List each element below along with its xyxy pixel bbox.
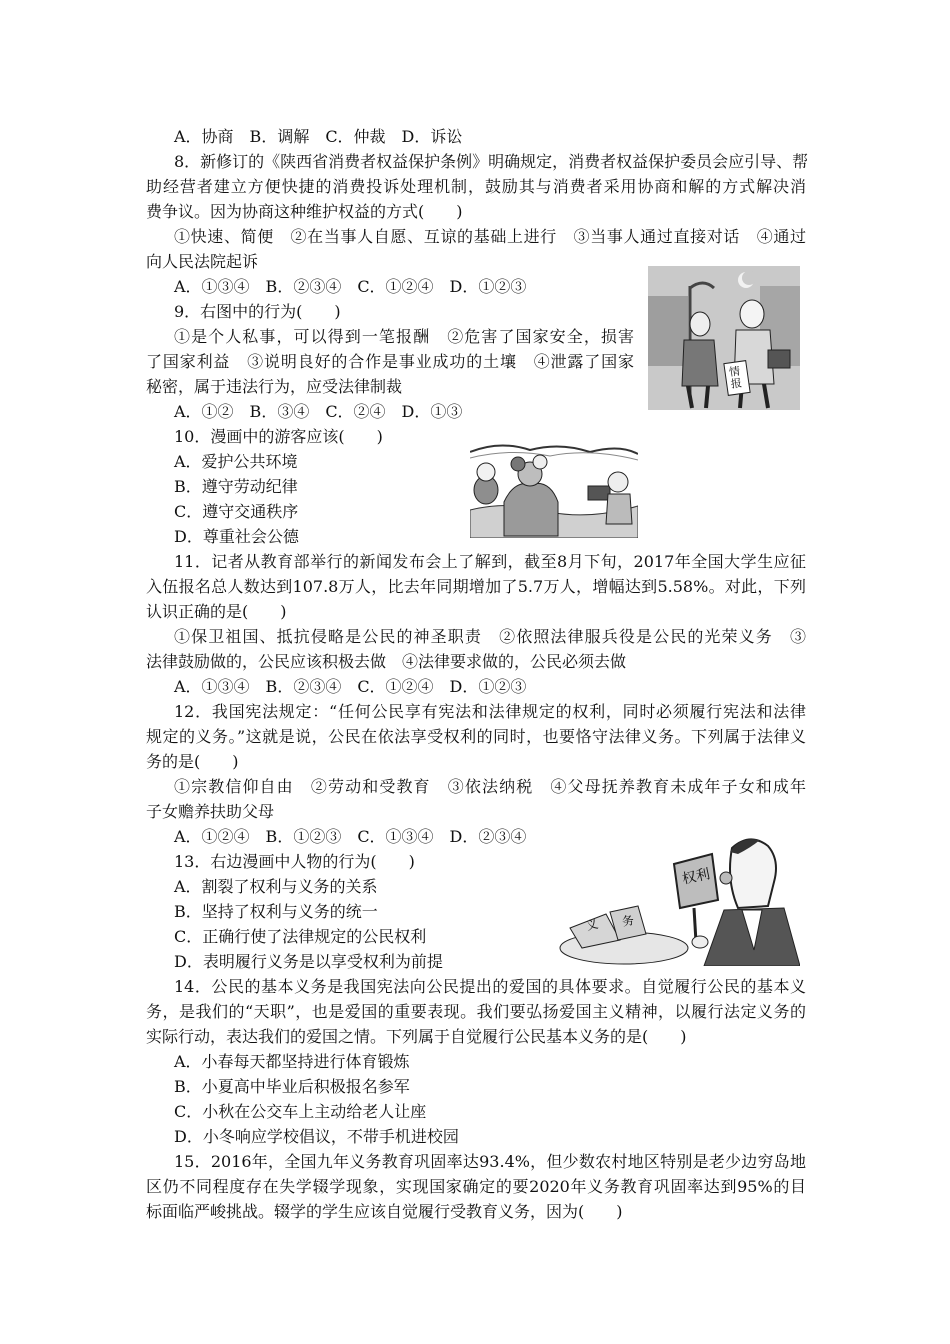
q11-stem-line-1: 11．记者从教育部举行的新闻发布会上了解到，截至8月下旬，2017年全国大学生应征 <box>174 552 806 571</box>
q11-stem-line-3: 认识正确的是( ) <box>146 602 287 621</box>
rights-label: 权利 <box>680 866 712 888</box>
q10-option-a: A．爱护公共环境 <box>174 452 298 471</box>
q9-stem: 9．右图中的行为( ) <box>174 302 341 321</box>
tourist-cartoon-image <box>470 440 638 538</box>
q9-statements-line-3: 秘密，属于违法行为，应受法律制裁 <box>146 377 403 396</box>
q8-statements-line-2: 向人民法院起诉 <box>146 252 259 271</box>
q8-options: A．①③④ B．②③④ C．①②④ D．①②③ <box>174 277 527 296</box>
q14-stem-line-1: 14．公民的基本义务是我国宪法向公民提出的爱国的具体要求。自觉履行公民的基本义 <box>174 977 806 996</box>
q11-statements-line-2: 法律鼓励做的，公民应该积极去做 ④法律要求做的，公民必须去做 <box>146 652 627 671</box>
q13-option-c: C．正确行使了法律规定的公民权利 <box>174 927 427 946</box>
q14-stem-line-2: 务，是我们的“天职”，也是爱国的重要表现。我们要弘扬爱国主义精神，以履行法定义务的 <box>146 1002 806 1021</box>
intelligence-sign: 情报 <box>728 364 743 391</box>
q13-option-a: A．割裂了权利与义务的关系 <box>174 877 378 896</box>
q13-option-b: B．坚持了权利与义务的统一 <box>174 902 378 921</box>
q9-statements-line-2: 了国家利益 ③说明良好的合作是事业成功的土壤 ④泄露了国家 <box>146 352 634 371</box>
q14-stem-line-3: 实际行动，表达我们的爱国之情。下列属于自觉履行公民基本义务的是( ) <box>146 1027 687 1046</box>
q12-options: A．①②④ B．①②③ C．①③④ D．②③④ <box>174 827 527 846</box>
q14-option-a: A．小春每天都坚持进行体育锻炼 <box>174 1052 410 1071</box>
q12-stem-line-2: 规定的义务。”这就是说，公民在依法享受权利的同时，也要恪守法律义务。下列属于法律义 <box>146 727 806 746</box>
q14-option-b: B．小夏高中毕业后积极报名参军 <box>174 1077 410 1096</box>
rights-duties-cartoon-image <box>554 830 800 966</box>
q9-statements-line-1: ①是个人私事，可以得到一笔报酬 ②危害了国家安全，损害 <box>174 327 634 346</box>
q8-stem-line-3: 费争议。因为协商这种维护权益的方式( ) <box>146 202 463 221</box>
q10-option-d: D．尊重社会公德 <box>174 527 299 546</box>
q14-option-c: C．小秋在公交车上主动给老人让座 <box>174 1102 427 1121</box>
q7-options: A．协商 B．调解 C．仲裁 D．诉讼 <box>174 127 463 146</box>
q10-option-c: C．遵守交通秩序 <box>174 502 299 521</box>
q13-option-d: D．表明履行义务是以享受权利为前提 <box>174 952 443 971</box>
q12-stem-line-1: 12．我国宪法规定：“任何公民享有宪法和法律规定的权利，同时必须履行宪法和法律 <box>174 702 806 721</box>
q15-stem-line-3: 标面临严峻挑战。辍学的学生应该自觉履行受教育义务，因为( ) <box>146 1202 623 1221</box>
q11-options: A．①③④ B．②③④ C．①②④ D．①②③ <box>174 677 527 696</box>
q8-stem-line-1: 8．新修订的《陕西省消费者权益保护条例》明确规定，消费者权益保护委员会应引导、帮 <box>174 152 809 171</box>
duty-left-label: 义 <box>584 916 600 934</box>
q12-stem-line-3: 务的是( ) <box>146 752 239 771</box>
q11-stem-line-2: 入伍报名总人数达到107.8万人，比去年同期增加了5.7万人，增幅达到5.58%。对此，下列 <box>146 577 806 596</box>
q13-stem: 13．右边漫画中人物的行为( ) <box>174 852 415 871</box>
q15-stem-line-2: 区仍不同程度存在失学辍学现象，实现国家确定的要2020年义务教育巩固率达到95%的目 <box>146 1177 806 1196</box>
spy-cartoon-image <box>648 266 800 410</box>
q11-statements-line-1: ①保卫祖国、抵抗侵略是公民的神圣职责 ②依照法律服兵役是公民的光荣义务 ③ <box>174 627 806 646</box>
q14-option-d: D．小冬响应学校倡议，不带手机进校园 <box>174 1127 459 1146</box>
q10-stem: 10．漫画中的游客应该( ) <box>174 427 383 446</box>
duty-right-label: 务 <box>620 913 636 929</box>
q10-option-b: B．遵守劳动纪律 <box>174 477 298 496</box>
q8-stem-line-2: 助经营者建立方便快捷的消费投诉处理机制，鼓励其与消费者采用协商和解的方式解决消 <box>146 177 806 196</box>
q12-statements-line-2: 子女赡养扶助父母 <box>146 802 275 821</box>
q9-options: A．①② B．③④ C．②④ D．①③ <box>174 402 463 421</box>
q12-statements-line-1: ①宗教信仰自由 ②劳动和受教育 ③依法纳税 ④父母抚养教育未成年子女和成年 <box>174 777 806 796</box>
q8-statements-line-1: ①快速、简便 ②在当事人自愿、互谅的基础上进行 ③当事人通过直接对话 ④通过 <box>174 227 806 246</box>
q15-stem-line-1: 15．2016年，全国九年义务教育巩固率达93.4%，但少数农村地区特别是老少边穷岛地 <box>174 1152 806 1171</box>
